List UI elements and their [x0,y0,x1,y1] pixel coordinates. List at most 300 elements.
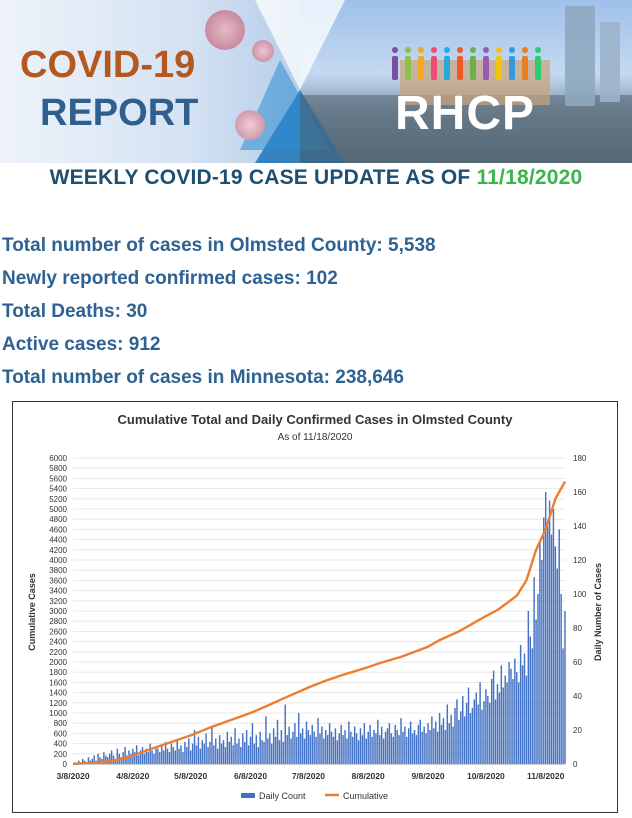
daily-bar [362,735,363,764]
stat-deaths [2,295,622,328]
daily-bar [472,708,473,764]
daily-bar [358,740,359,764]
daily-bar [306,722,307,765]
y-left-tick-label: 2400 [49,637,67,647]
y-left-tick-label: 5800 [49,464,67,474]
daily-bar [213,745,214,764]
daily-bar [503,688,504,765]
daily-bar [161,745,162,764]
daily-bar [366,739,367,765]
y-left-tick-label: 2200 [49,647,67,657]
daily-bar [460,711,461,764]
daily-bar [288,727,289,764]
daily-bar [501,665,502,764]
daily-bar [337,740,338,764]
daily-bar [182,752,183,764]
daily-bar [186,747,187,764]
daily-bar [418,725,419,764]
combo-chart [13,402,617,812]
daily-bar [385,732,386,764]
daily-bar [535,620,536,765]
daily-bar [192,744,193,764]
daily-bar [169,752,170,764]
daily-bar [526,676,527,764]
daily-bar [479,682,480,764]
daily-bar [468,688,469,765]
y-left-tick-label: 2000 [49,658,67,667]
daily-bar [340,725,341,764]
daily-bar [398,735,399,764]
daily-bar [356,733,357,764]
daily-bar [512,679,513,764]
daily-bar [275,737,276,764]
daily-bar [342,735,343,764]
headline-date: 11/18/2020 [476,166,583,189]
daily-bar [466,703,467,764]
y-left-tick-label: 5400 [49,484,67,494]
logo-bar [483,56,489,80]
daily-bar [300,733,301,764]
logo-dot [418,47,424,53]
daily-bar [331,732,332,764]
stat-value: 912 [128,334,161,355]
daily-bar [344,730,345,764]
chart-subtitle: As of 11/18/2020 [277,432,353,443]
daily-bar [458,720,459,764]
legend-swatch-daily [241,793,255,798]
daily-bar [406,737,407,764]
daily-bar [176,740,177,764]
daily-bar [242,733,243,764]
y-left-tick-label: 1200 [49,698,67,708]
daily-bar [153,754,154,764]
daily-bar [367,732,368,764]
logo-bar [535,56,541,80]
logo-bar [470,56,476,80]
daily-bar [279,740,280,764]
stat-active [2,328,622,361]
daily-bar [400,718,401,764]
x-tick-label: 8/8/2020 [351,771,385,781]
daily-bar [470,713,471,764]
stat-olmsted-total [2,229,622,262]
daily-bar [537,594,538,764]
daily-bar [271,744,272,764]
daily-bar [142,747,143,764]
daily-bar [265,716,266,764]
daily-bar [555,546,556,764]
daily-bar [510,669,511,764]
daily-bar [404,727,405,764]
daily-bar [514,659,515,764]
daily-bar [290,739,291,765]
legend-label-cumulative: Cumulative [343,791,389,801]
daily-bar [491,679,492,764]
x-tick-label: 10/8/2020 [466,771,505,781]
daily-bar [229,742,230,764]
logo-bar [405,56,411,80]
y-left-tick-label: 3200 [49,596,67,606]
y-left-tick-label: 2800 [49,617,67,627]
daily-bar [232,745,233,764]
chart-title: Cumulative Total and Daily Confirmed Cases in Olmsted County [117,412,513,427]
daily-bar [207,747,208,764]
y-left-tick-label: 4000 [49,556,67,565]
stat-label: Active cases: [2,334,129,355]
y-left-tick-label: 400 [53,739,67,749]
daily-bar [352,737,353,764]
daily-bar [524,654,525,765]
daily-bar [452,727,453,764]
daily-bar [520,645,521,764]
daily-bar [246,730,247,764]
daily-bar [449,723,450,764]
y-left-tick-label: 1800 [49,668,67,678]
daily-bar [252,723,253,764]
y-right-tick-label: 140 [573,522,587,531]
y-right-tick-label: 80 [573,624,582,633]
daily-bar [273,728,274,764]
daily-bar [346,739,347,765]
daily-bar [315,737,316,764]
daily-bar [562,648,563,764]
y-left-tick-label: 0 [62,760,67,769]
y-right-tick-label: 180 [573,454,587,463]
daily-bar [339,733,340,764]
daily-bar [493,671,494,765]
y-right-tick-label: 20 [573,726,582,735]
daily-bar [477,705,478,765]
daily-bar [109,754,110,764]
y-left-tick-label: 1600 [49,678,67,688]
daily-bar [248,745,249,764]
daily-bar [485,689,486,764]
daily-bar [364,723,365,764]
daily-bar [173,747,174,764]
daily-bar [414,730,415,764]
daily-bar [294,723,295,764]
daily-bar [319,733,320,764]
daily-bar [263,742,264,764]
logo-bar [522,56,528,80]
x-tick-label: 6/8/2020 [233,771,268,781]
daily-bar [302,728,303,764]
y-left-tick-label: 4200 [49,545,67,555]
daily-bar [379,735,380,764]
daily-bar [200,749,201,764]
daily-bar [350,732,351,764]
daily-bar [447,705,448,765]
daily-bar [499,693,500,764]
daily-bar [439,713,440,764]
y-left-tick-label: 2600 [49,627,67,637]
daily-bar [522,665,523,764]
virus-icon [205,10,245,50]
daily-bar [281,730,282,764]
y-axis-right-label: Daily Number of Cases [593,562,603,662]
x-tick-label: 3/8/2020 [56,771,90,781]
daily-bar [292,732,293,764]
daily-bar [539,543,540,764]
daily-bar [310,735,311,764]
stat-new-cases [2,262,622,295]
daily-bar [198,737,199,764]
daily-bar [138,756,139,765]
daily-bar [543,518,544,765]
y-axis-left-label: Cumulative Cases [27,573,37,651]
daily-bar [296,737,297,764]
logo-dot [431,47,437,53]
daily-bar [244,742,245,764]
y-left-tick-label: 4800 [49,515,67,525]
daily-bar [518,682,519,764]
daily-bar [412,733,413,764]
daily-bar [283,742,284,764]
daily-bar [495,699,496,764]
daily-bar [383,739,384,765]
daily-bar [323,739,324,765]
y-left-tick-label: 5200 [49,494,67,504]
daily-bar [325,730,326,764]
daily-bar [456,699,457,764]
daily-bar [549,501,550,765]
stat-value: 102 [306,268,338,289]
daily-bar [223,740,224,764]
daily-bar [422,732,423,764]
y-left-tick-label: 600 [53,729,67,739]
daily-bar [219,735,220,764]
chart-container [12,401,618,813]
cover-title-report: REPORT [40,92,199,134]
x-tick-label: 11/8/2020 [527,771,565,781]
daily-bar [211,727,212,764]
y-right-tick-label: 120 [573,556,587,565]
daily-bar [180,745,181,764]
logo-dot [522,47,528,53]
daily-bar [541,560,542,764]
logo-dot [457,47,463,53]
daily-bar [184,742,185,764]
daily-bar [564,611,565,764]
cover-title-covid: COVID-19 [20,44,196,86]
daily-bar [443,718,444,764]
daily-bar [360,728,361,764]
daily-bar [431,716,432,764]
daily-bar [313,732,314,764]
x-tick-label: 5/8/2020 [174,771,208,781]
daily-bar [427,723,428,764]
daily-bar [117,749,118,764]
daily-bar [420,720,421,764]
daily-bar [277,720,278,764]
daily-bar [149,744,150,764]
legend-label-daily: Daily Count [259,791,306,801]
daily-bar [236,744,237,764]
daily-bar [381,727,382,764]
logo-bar [457,56,463,80]
y-left-tick-label: 3600 [49,576,67,586]
stat-label: Total Deaths: [2,301,127,322]
logo-bar [444,56,450,80]
daily-bar [230,737,231,764]
daily-bar [506,682,507,764]
daily-bar [312,725,313,764]
daily-bar [516,672,517,764]
y-left-tick-label: 5000 [49,505,67,514]
daily-bar [333,737,334,764]
daily-bar [483,701,484,764]
daily-bar [171,744,172,764]
daily-bar [202,740,203,764]
daily-bar [308,730,309,764]
logo-dot [483,47,489,53]
daily-bar [435,722,436,765]
headline [0,166,632,190]
y-left-tick-label: 4400 [49,535,67,545]
y-left-tick-label: 3000 [49,607,67,616]
logo-bar [509,56,515,80]
daily-bar [227,732,228,764]
daily-bar [167,749,168,764]
daily-bar [203,744,204,764]
daily-bar [437,732,438,764]
y-left-tick-label: 3400 [49,586,67,596]
daily-bar [508,662,509,764]
y-left-tick-label: 4600 [49,525,67,535]
daily-bar [285,705,286,765]
daily-bar [254,744,255,764]
daily-bar [416,735,417,764]
daily-bar [196,745,197,764]
daily-bar [530,637,531,765]
logo-bar [431,56,437,80]
logo-dot [405,47,411,53]
logo-text: RHCP [394,87,535,140]
daily-bar [557,569,558,765]
daily-bar [190,750,191,764]
logo-dot [496,47,502,53]
daily-bar [369,725,370,764]
daily-bar [393,737,394,764]
daily-bar [371,737,372,764]
daily-bar [408,728,409,764]
stat-label: Total number of cases in Olmsted County: [2,235,389,256]
virus-icon [252,40,274,62]
daily-bar [215,739,216,765]
daily-bar [445,730,446,764]
y-right-tick-label: 40 [573,692,582,701]
logo-bar [418,56,424,80]
daily-bar [144,754,145,764]
y-left-tick-label: 3800 [49,566,67,576]
daily-bar [327,735,328,764]
daily-bar [402,732,403,764]
daily-bar [261,740,262,764]
daily-bar [188,739,189,765]
daily-bar [178,749,179,764]
daily-bar [304,739,305,765]
daily-bar [425,733,426,764]
daily-bar [250,737,251,764]
stat-label: Newly reported confirmed cases: [2,268,307,289]
daily-bar [551,535,552,765]
daily-bar [389,723,390,764]
daily-bar [433,728,434,764]
daily-bar [163,750,164,764]
daily-bar [321,727,322,764]
daily-bar [269,733,270,764]
daily-bar [489,703,490,764]
daily-bar [258,747,259,764]
daily-bar [286,735,287,764]
daily-bar [259,732,260,764]
stats-list [2,229,622,394]
logo-dot [392,47,398,53]
rhcp-logo [372,36,554,146]
logo-dot [470,47,476,53]
daily-bar [157,749,158,764]
daily-bar [373,730,374,764]
daily-bar [423,727,424,764]
daily-bar [234,728,235,764]
daily-bar [387,728,388,764]
daily-bar [225,747,226,764]
daily-bar [476,693,477,764]
daily-bar [298,713,299,764]
daily-bar [317,718,318,764]
logo-bars-graphic [386,44,546,84]
daily-bar [329,723,330,764]
y-right-tick-label: 100 [573,590,587,599]
daily-bar [396,730,397,764]
logo-bar [392,56,398,80]
daily-bar [209,742,210,764]
stat-minnesota-total [2,361,622,394]
daily-bar [148,752,149,764]
daily-bar [531,648,532,764]
stat-label: Total number of cases in Minnesota: [2,367,336,388]
daily-bar [221,744,222,764]
daily-bar [528,611,529,764]
y-left-tick-label: 6000 [49,454,67,463]
daily-bar [377,720,378,764]
x-tick-label: 4/8/2020 [116,771,150,781]
daily-bar [391,733,392,764]
y-left-tick-label: 1000 [49,709,67,718]
daily-bar [151,750,152,764]
daily-bar [481,710,482,764]
daily-bar [394,725,395,764]
daily-bar [155,747,156,764]
y-left-tick-label: 5600 [49,474,67,484]
daily-bar [560,594,561,764]
y-right-tick-label: 60 [573,658,582,667]
daily-bar [124,747,125,764]
stat-value: 30 [126,301,148,322]
y-left-tick-label: 1400 [49,688,67,698]
y-right-tick-label: 0 [573,760,578,769]
x-tick-label: 9/8/2020 [411,771,445,781]
daily-bar [450,715,451,764]
daily-bar [487,696,488,764]
daily-bar [553,509,554,764]
daily-bar [474,699,475,764]
daily-bar [504,676,505,764]
headline-prefix: WEEKLY COVID-19 CASE UPDATE AS OF [49,166,477,189]
daily-bar [429,730,430,764]
header-banner [0,0,632,163]
y-left-tick-label: 800 [53,719,67,729]
